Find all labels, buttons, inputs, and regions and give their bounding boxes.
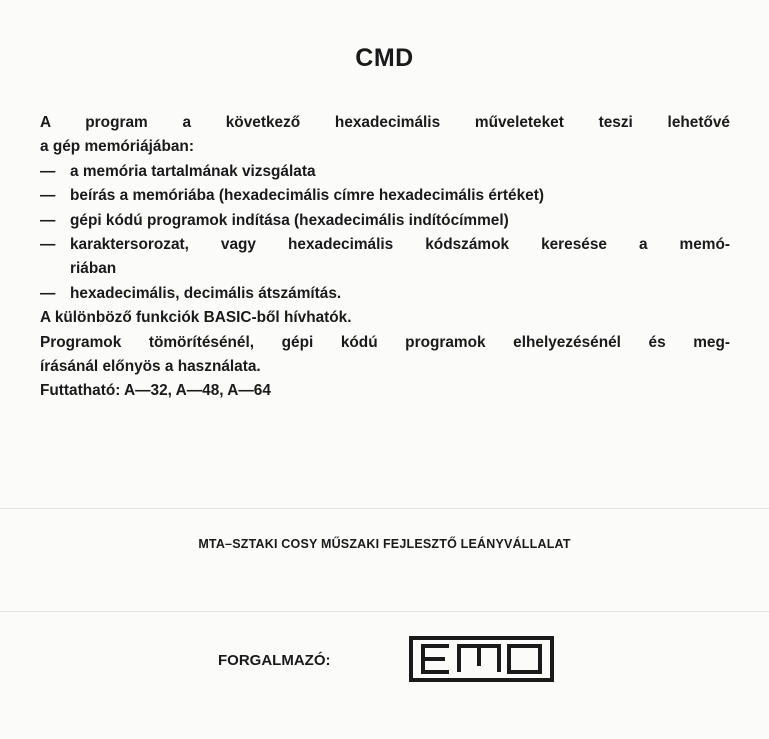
logo-letter-e: [423, 646, 449, 672]
usage-note-line: írásánál előnyös a használata.: [40, 358, 261, 376]
description: [40, 111, 730, 404]
emo-logo: [409, 636, 554, 682]
logo-letter-o: [509, 646, 540, 672]
logo-letter-m: [459, 646, 499, 672]
list-item-line: karaktersorozat, vagy hexadecimális kódszámok keresése a memó-: [70, 236, 730, 254]
list-item: [40, 282, 730, 306]
basic-note: A különböző funkciók BASIC-ből hívhatók.: [40, 309, 352, 327]
list-item-line: riában: [70, 260, 117, 278]
compatibility-note: Futtatható: A—32, A—48, A—64: [40, 382, 271, 400]
intro-line: A program a következő hexadecimális műveleteket teszi lehetővé: [40, 114, 730, 131]
intro-line: a gép memóriájában:: [40, 138, 194, 156]
bullet-dash: —: [40, 211, 56, 229]
program-title: CMD: [355, 44, 414, 72]
bullet-dash: —: [40, 162, 56, 180]
list-item: [40, 209, 730, 233]
list-item: [40, 160, 730, 184]
fold-line: [0, 508, 769, 509]
bullet-dash: —: [40, 236, 56, 254]
publisher-name: MTA–SZTAKI COSY MŰSZAKI FEJLESZTŐ LEÁNYVÁLLALAT: [198, 537, 571, 551]
bullet-dash: —: [40, 187, 56, 205]
list-item: [40, 233, 730, 282]
bullet-dash: —: [40, 284, 56, 302]
usage-note-line: Programok tömörítésénél, gépi kódú programok elhelyezésénél és meg-: [40, 333, 730, 351]
list-item: [40, 184, 730, 208]
list-item-text: gépi kódú programok indítása (hexadecimális indítócímmel): [70, 211, 509, 229]
distributor-label: FORGALMAZÓ:: [218, 652, 331, 669]
fold-line: [0, 611, 769, 612]
list-item-text: a memória tartalmának vizsgálata: [70, 162, 316, 180]
list-item-text: hexadecimális, decimális átszámítás.: [70, 284, 342, 302]
list-item-text: beírás a memóriába (hexadecimális címre hexadecimális értéket): [70, 187, 544, 205]
list-item-text: [70, 233, 730, 282]
